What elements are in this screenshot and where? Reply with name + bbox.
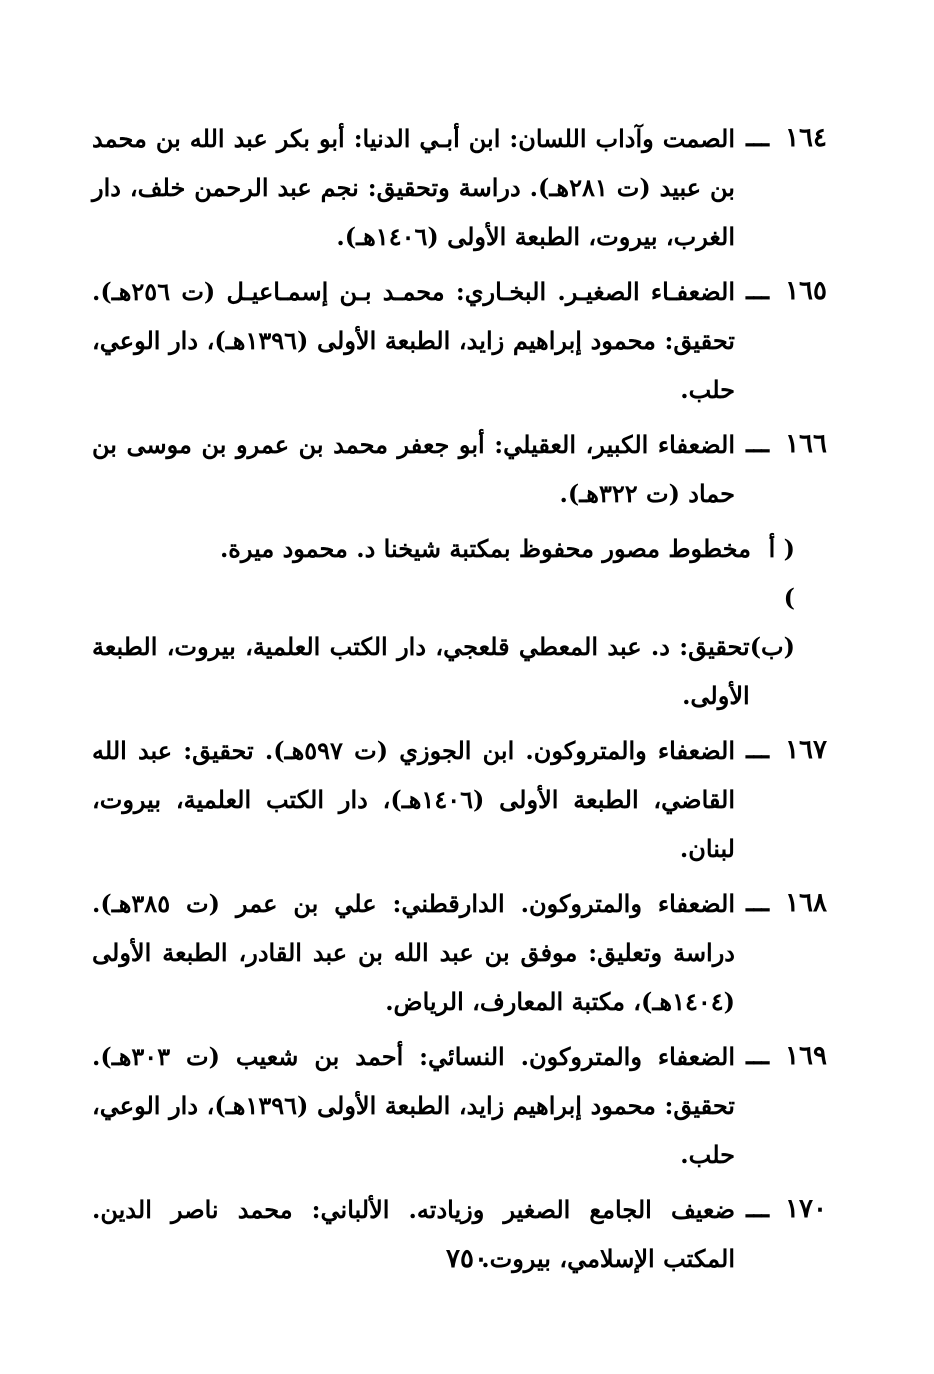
bibliography-entry xyxy=(92,1032,827,1179)
entry-number: ١٦٤ xyxy=(785,123,827,153)
entry-number: ١٦٩ xyxy=(785,1041,827,1071)
entry-text: الضعفاء والمتروكون. ابن الجوزي (ت ٥٩٧هـ). تحقيق: عبد الله القاضي، الطبعة الأولى (١٤٠٦هـ)، دار الكتب العلمية، بيروت، لبنان. xyxy=(92,736,735,863)
bibliography-list xyxy=(92,114,827,1289)
entry-dash: ـــ xyxy=(746,888,769,918)
entry-dash: ـــ xyxy=(746,276,769,306)
entry-number: ١٦٨ xyxy=(785,888,827,918)
entry-number: ١٦٥ xyxy=(785,276,827,306)
bibliography-entry xyxy=(92,879,827,1026)
entry-text: ضعيف الجامع الصغير وزيادته. الألباني: محمد ناصر الدين. المكتب الإسلامي، بيروت. xyxy=(92,1195,735,1273)
bibliography-entry xyxy=(92,726,827,873)
entry-number: ١٦٦ xyxy=(785,429,827,459)
entry-text: الصمت وآداب اللسان: ابن أبـي الدنيا: أبو بكر عبد الله بن محمد بن عبيد (ت ٢٨١هـ). دراسة وتحقيق: نجم عبد الرحمن خلف، دار الغرب، بيروت، الطبعة الأولى (١٤٠٦هـ). xyxy=(92,124,735,251)
entry-text: الضعفاء الكبير، العقيلي: أبو جعفر محمد بن عمرو بن موسى بن حماد (ت ٣٢٢هـ). xyxy=(92,430,735,508)
entry-text: الضعفاء والمتروكون. النسائي: أحمد بن شعيب (ت ٣٠٣هـ). تحقيق: محمود إبراهيم زايد، الطبعة الأولى (١٣٩٦هـ)، دار الوعي، حلب. xyxy=(92,1042,735,1169)
subitem-label: (ب) xyxy=(749,632,795,661)
page-number: ٧٥٠ xyxy=(446,1244,488,1274)
entry-text: الضعفـاء الصغيـر. البخـاري: محمـد بـن إسمـاعيـل (ت ٢٥٦هـ). تحقيق: محمود إبراهيم زايد، الطبعة الأولى (١٣٩٦هـ)، دار الوعي، حلب. xyxy=(92,277,735,404)
entry-dash: ـــ xyxy=(746,123,769,153)
entry-number: ١٧٠ xyxy=(785,1194,827,1224)
subitem-text: مخطوط مصور محفوظ بمكتبة شيخنا د. محمود ميرة. xyxy=(219,534,751,563)
bibliography-entry xyxy=(92,420,827,518)
subitem-label: ( أ ) xyxy=(768,534,795,612)
bibliography-entry xyxy=(92,267,827,414)
subitem-text: تحقيق: د. عبد المعطي قلعجي، دار الكتب العلمية، بيروت، الطبعة الأولى. xyxy=(92,632,750,710)
entry-text: الضعفاء والمتروكون. الدارقطني: علي بن عمر (ت ٣٨٥هـ). دراسة وتعليق: موفق بن عبد الله بن عبد القادر، الطبعة الأولى (١٤٠٤هـ)، مكتبة المعارف، الرياض. xyxy=(92,889,735,1016)
bibliography-entry xyxy=(92,114,827,261)
entry-number: ١٦٧ xyxy=(785,735,827,765)
entry-subitem xyxy=(92,622,827,720)
entry-dash: ـــ xyxy=(746,735,769,765)
entry-dash: ـــ xyxy=(746,1194,769,1224)
entry-dash: ـــ xyxy=(746,429,769,459)
entry-subitem xyxy=(92,524,827,622)
entry-dash: ـــ xyxy=(746,1041,769,1071)
